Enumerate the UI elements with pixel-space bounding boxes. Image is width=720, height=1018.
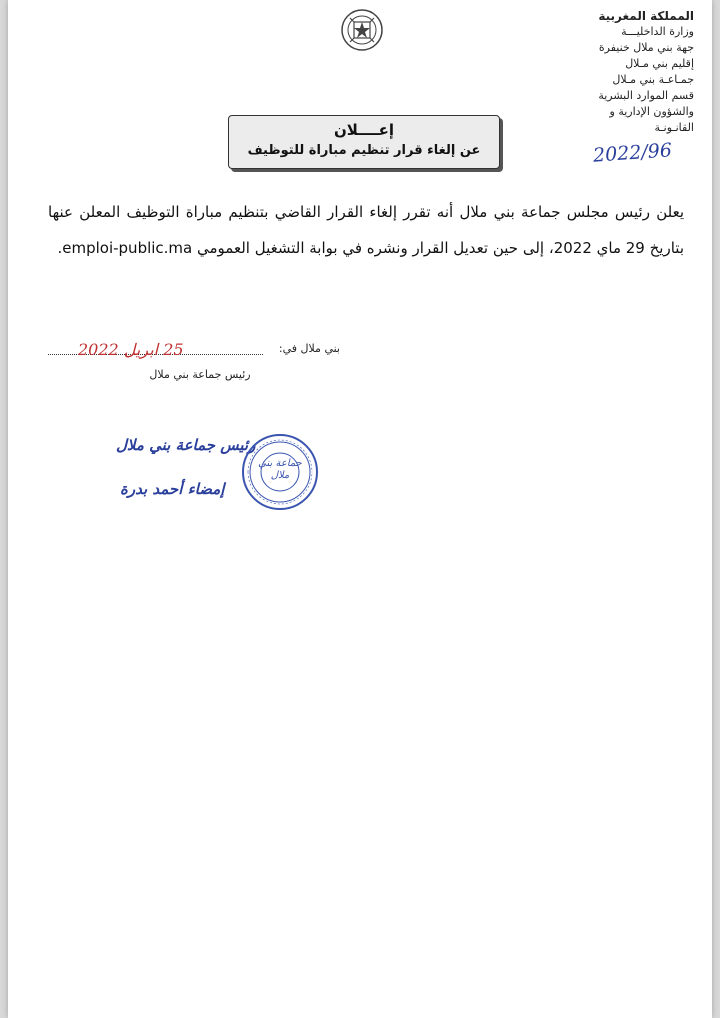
place-label: بني ملال في: — [278, 342, 340, 355]
header-line-kingdom: المملكة المغربية — [598, 9, 694, 23]
reference-number: 2022/96 — [592, 139, 673, 167]
stamp-text: جماعة بني ملال — [258, 458, 302, 481]
announcement-body: يعلن رئيس مجلس جماعة بني ملال أنه تقرر إلغاء القرار القاضي بتنظيم مباراة التوظيف المعلن عنها بتاريخ 29 ماي 2022، إلى حين تعديل القرار ونشره في بوابة التشغيل العمومي emploi-public.ma. — [48, 203, 684, 257]
header-line-region: جهة بني ملال خنيفرة — [598, 41, 694, 54]
announcement-title-box — [228, 115, 500, 169]
header-line-commune: جمـاعـة بني مـلال — [612, 73, 694, 86]
header-line-division: قسم الموارد البشرية — [598, 89, 694, 102]
header-line-legal: القانـونـة — [654, 121, 694, 134]
signature-name: إمضاء أحمد بدرة — [120, 480, 225, 498]
signature-title: رئيس جماعة بني ملال — [116, 436, 256, 454]
header-line-ministry: وزارة الداخليـــة — [621, 25, 694, 38]
handwritten-date: 25 ابريل 2022 — [78, 340, 184, 359]
header-line-province: إقليم بني مـلال — [625, 57, 694, 70]
date-line — [48, 338, 348, 362]
announcement-title: إعــــلان — [333, 121, 395, 139]
document-page — [8, 0, 712, 1018]
header-line-affairs: والشؤون الإدارية و — [609, 105, 694, 118]
coat-of-arms-icon — [340, 8, 384, 52]
announcement-subtitle: عن إلغاء قرار تنظيم مباراة للتوظيف — [247, 143, 481, 158]
issuer-header — [554, 8, 694, 136]
president-label: رئيس جماعة بني ملال — [149, 368, 251, 381]
